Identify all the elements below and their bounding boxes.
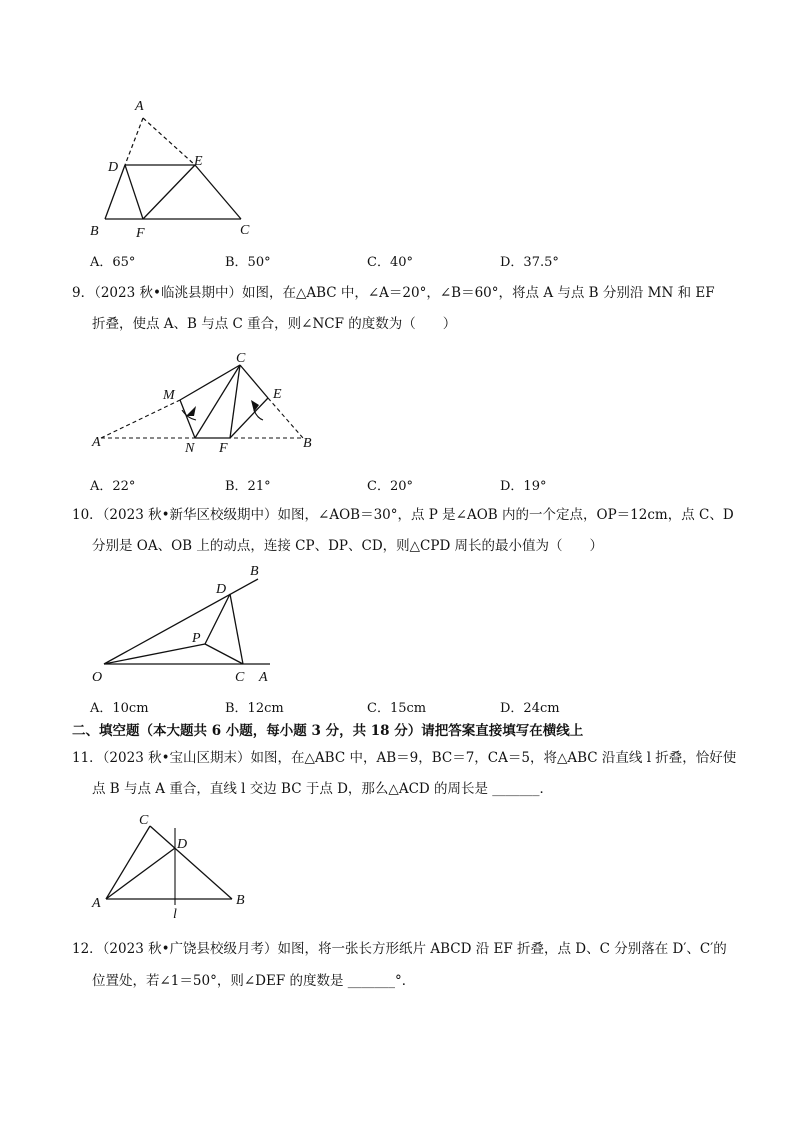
q12-stem-line2: 位置处，若∠1＝50°，则∠DEF 的度数是 _______°．: [92, 973, 416, 989]
q8-label-e: E: [194, 154, 203, 169]
q11-stem-line2: 点 B 与点 A 重合，直线 l 交边 BC 于点 D，那么△ACD 的周长是 _______．: [92, 781, 554, 797]
q8-label-a: A: [135, 99, 144, 114]
q11-line-ac: [106, 826, 150, 899]
q10-label-p: P: [192, 631, 201, 646]
q10-label-c: C: [235, 670, 245, 685]
q11-label-c: C: [139, 813, 149, 828]
q8-label-b: B: [90, 224, 99, 239]
q9-label-f: F: [219, 441, 228, 456]
q8-label-d: D: [108, 160, 119, 175]
section-heading: 二、填空题（本大题共 6 小题，每小题 3 分，共 18 分）请把答案直接填写在横线上: [72, 723, 584, 739]
q9-label-e: E: [273, 387, 282, 402]
q11-line-ad: [106, 848, 175, 899]
q10-option-b[interactable]: B．12cm: [225, 701, 284, 716]
q10-option-a[interactable]: A．10cm: [90, 701, 149, 716]
q8-label-f: F: [136, 226, 145, 241]
q11-label-b: B: [236, 893, 245, 908]
q8-option-b[interactable]: B．50°: [225, 255, 271, 270]
q10-option-d[interactable]: D．24cm: [500, 701, 560, 716]
q11-line-cb: [150, 826, 232, 899]
q9-option-b[interactable]: B．21°: [225, 479, 271, 494]
q9-label-c: C: [236, 351, 246, 366]
q9-stem-line2: 折叠，使点 A、B 与点 C 重合，则∠NCF 的度数为（ ）: [92, 316, 457, 332]
q8-option-c[interactable]: C．40°: [367, 255, 413, 270]
q9-label-a: A: [92, 435, 101, 450]
q9-option-c[interactable]: C．20°: [367, 479, 413, 494]
q8-option-d[interactable]: D．37.5°: [500, 255, 559, 270]
q11-label-a: A: [92, 896, 101, 911]
q10-label-a: A: [259, 670, 268, 685]
q10-label-b: B: [250, 564, 259, 579]
q9-label-b: B: [303, 436, 312, 451]
q10-stem-line1: 10．（2023 秋•新华区校级期中）如图，∠AOB＝30°，点 P 是∠AOB 内的一个定点，OP＝12cm，点 C、D: [72, 507, 734, 523]
q10-stem-line2: 分别是 OA、OB 上的动点，连接 CP、DP、CD，则△CPD 周长的最小值为（ ）: [92, 538, 604, 554]
q12-stem-line1: 12．（2023 秋•广饶县校级月考）如图，将一张长方形纸片 ABCD 沿 EF 折叠，点 D、C 分别落在 D′、C′的: [72, 941, 727, 957]
q10-label-o: O: [92, 670, 103, 685]
q8-option-a[interactable]: A．65°: [90, 255, 136, 270]
q10-label-d: D: [216, 582, 227, 597]
q9-option-a[interactable]: A．22°: [90, 479, 136, 494]
q9-stem-line1: 9．（2023 秋•临洮县期中）如图，在△ABC 中，∠A＝20°，∠B＝60°，将点 A 与点 B 分别沿 MN 和 EF: [72, 285, 715, 301]
q9-option-d[interactable]: D．19°: [500, 479, 547, 494]
q9-label-m: M: [163, 388, 175, 403]
q11-label-d: D: [177, 837, 188, 852]
q8-label-c: C: [240, 223, 250, 238]
q11-label-l: l: [173, 907, 177, 922]
q11-stem-line1: 11．（2023 秋•宝山区期末）如图，在△ABC 中，AB＝9，BC＝7，CA＝5，将△ABC 沿直线 l 折叠，恰好使: [72, 750, 737, 766]
q9-label-n: N: [185, 441, 195, 456]
q10-option-c[interactable]: C．15cm: [367, 701, 427, 716]
